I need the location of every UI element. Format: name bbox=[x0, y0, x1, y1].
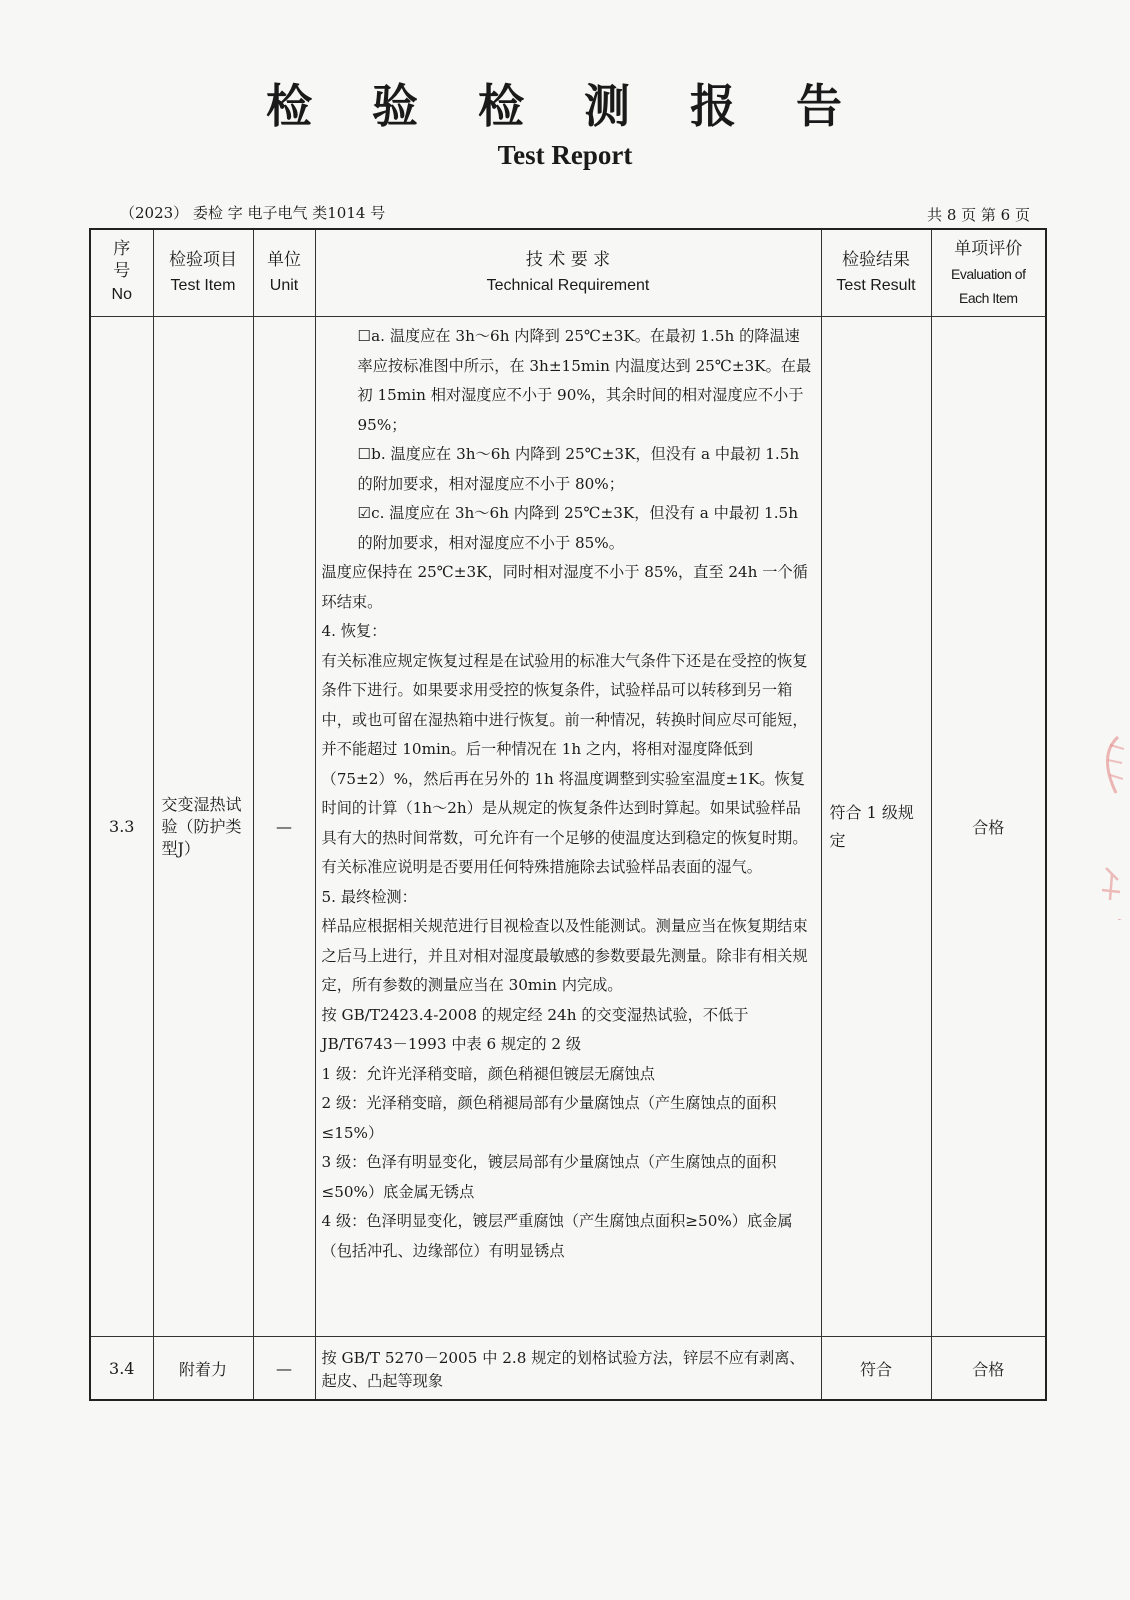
header-result-cn: 检验结果 bbox=[842, 250, 910, 270]
page-info: 共 8 页 第 6 页 bbox=[927, 206, 1030, 224]
seal-stamp-fragment bbox=[1088, 860, 1128, 920]
requirement-paragraph: 1 级：允许光泽稍变暗，颜色稍褪但镀层无腐蚀点 bbox=[321, 1064, 655, 1083]
header-no bbox=[90, 229, 153, 317]
seal-stamp-icon bbox=[1088, 860, 1128, 920]
header-item-en: Test Item bbox=[170, 277, 236, 294]
table-row bbox=[90, 1337, 1046, 1401]
header-evaluation-en-1: Evaluation of bbox=[951, 266, 1026, 282]
report-title-cn: 检 验 检 测 报 告 bbox=[265, 79, 865, 133]
header-evaluation-en-2: Each Item bbox=[958, 290, 1018, 306]
row-test-item: 交变湿热试验（防护类型J） bbox=[153, 317, 253, 1337]
requirement-paragraph: 有关标准应规定恢复过程是在试验用的标准大气条件下还是在受控的恢复条件下进行。如果要求用受控的恢复条件，试验样品可以转移到另一箱中，或也可留在湿热箱中进行恢复。前一种情况，转换时间应尽可能短，并不能超过 10min。后一种情况在 1h 之内，将相对湿度降低到（75±2）%，然后再在另外的 1h 将温度调整到实验室温度±1K。恢复时间的计算（1h～2h）是从规定的恢复条件达到时算起。如果试验样品具有大的热时间常数，可允许有一个足够的使温度达到稳定的恢复时期。有关标准应说明是否要用任何特殊措施除去试验样品表面的湿气。 bbox=[321, 651, 808, 876]
seal-stamp-fragment bbox=[1088, 735, 1128, 795]
requirement-paragraph: 2 级：光泽稍变暗，颜色稍褪局部有少量腐蚀点（产生腐蚀点的面积≤15%） bbox=[321, 1094, 777, 1142]
report-table bbox=[89, 228, 1047, 1401]
requirement-paragraph: 按 GB/T2423.4-2008 的规定经 24h 的交变湿热试验，不低于 JB/T6743－1993 中表 6 规定的 2 级 bbox=[321, 1005, 749, 1053]
report-title-en: Test Report bbox=[497, 140, 633, 170]
requirement-paragraph: ☑c. 温度应在 3h～6h 内降到 25℃±3K，但没有 a 中最初 1.5h 的附加要求，相对湿度应不小于 85%。 bbox=[357, 504, 798, 552]
requirement-paragraph: ☐b. 温度应在 3h～6h 内降到 25℃±3K，但没有 a 中最初 1.5h 的附加要求，相对湿度应不小于 80%； bbox=[357, 445, 800, 493]
header-requirement bbox=[315, 229, 821, 317]
seal-stamp-icon bbox=[1088, 735, 1128, 795]
header-item-cn: 检验项目 bbox=[169, 250, 237, 270]
report-reference-number: （2023） 委检 字 电子电气 类1014 号 bbox=[120, 204, 386, 222]
requirement-paragraph: 样品应根据相关规范进行目视检查以及性能测试。测量应当在恢复期结束之后马上进行，并且对相对湿度最敏感的参数要最先测量。除非有相关规定，所有参数的测量应当在 30min 内完成。 bbox=[321, 917, 808, 994]
row-test-result: 符合 1 级规定 bbox=[821, 317, 931, 1337]
table-row bbox=[90, 317, 1046, 1337]
header-item bbox=[153, 229, 253, 317]
row-test-item: 附着力 bbox=[153, 1337, 253, 1401]
header-no-en: No bbox=[111, 286, 132, 303]
header-requirement-en: Technical Requirement bbox=[486, 277, 650, 294]
requirement-paragraph: 按 GB/T 5270－2005 中 2.8 规定的划格试验方法，锌层不应有剥离、起皮、凸起等现象 bbox=[321, 1349, 805, 1390]
row-test-result: 符合 bbox=[821, 1337, 931, 1401]
header-no-cn: 序号 bbox=[113, 239, 131, 281]
row-requirement bbox=[315, 1337, 821, 1401]
row-unit: — bbox=[253, 1337, 315, 1401]
header-unit-en: Unit bbox=[269, 277, 299, 294]
requirement-paragraph: ☐a. 温度应在 3h～6h 内降到 25℃±3K。在最初 1.5h 的降温速率应按标准图中所示，在 3h±15min 内温度达到 25℃±3K。在最初 15min 相对湿度应不小于 90%，其余时间的相对湿度应不小于 95%； bbox=[357, 327, 812, 434]
requirement-paragraph: 4 级：色泽明显变化，镀层严重腐蚀（产生腐蚀点面积≥50%）底金属（包括冲孔、边缘部位）有明显锈点 bbox=[321, 1212, 793, 1260]
header-unit bbox=[253, 229, 315, 317]
row-evaluation: 合格 bbox=[931, 1337, 1046, 1401]
requirement-paragraph: 温度应保持在 25℃±3K，同时相对湿度不小于 85%，直至 24h 一个循环结束。 bbox=[321, 563, 808, 611]
requirement-paragraph: 4. 恢复： bbox=[321, 622, 387, 640]
row-requirement bbox=[315, 317, 821, 1337]
header-unit-cn: 单位 bbox=[267, 250, 301, 270]
header-evaluation bbox=[931, 229, 1046, 317]
row-no: 3.4 bbox=[90, 1337, 153, 1401]
row-no: 3.3 bbox=[90, 317, 153, 1337]
header-result bbox=[821, 229, 931, 317]
header-result-en: Test Result bbox=[836, 277, 916, 294]
header-evaluation-cn: 单项评价 bbox=[954, 239, 1023, 259]
table-header-row bbox=[90, 229, 1046, 317]
requirement-paragraph: 5. 最终检测： bbox=[321, 887, 417, 906]
row-evaluation: 合格 bbox=[931, 317, 1046, 1337]
row-unit: — bbox=[253, 317, 315, 1337]
requirement-paragraph: 3 级：色泽有明显变化，镀层局部有少量腐蚀点（产生腐蚀点的面积≤50%）底金属无锈点 bbox=[321, 1153, 777, 1201]
header-requirement-cn: 技 术 要 求 bbox=[525, 250, 611, 270]
